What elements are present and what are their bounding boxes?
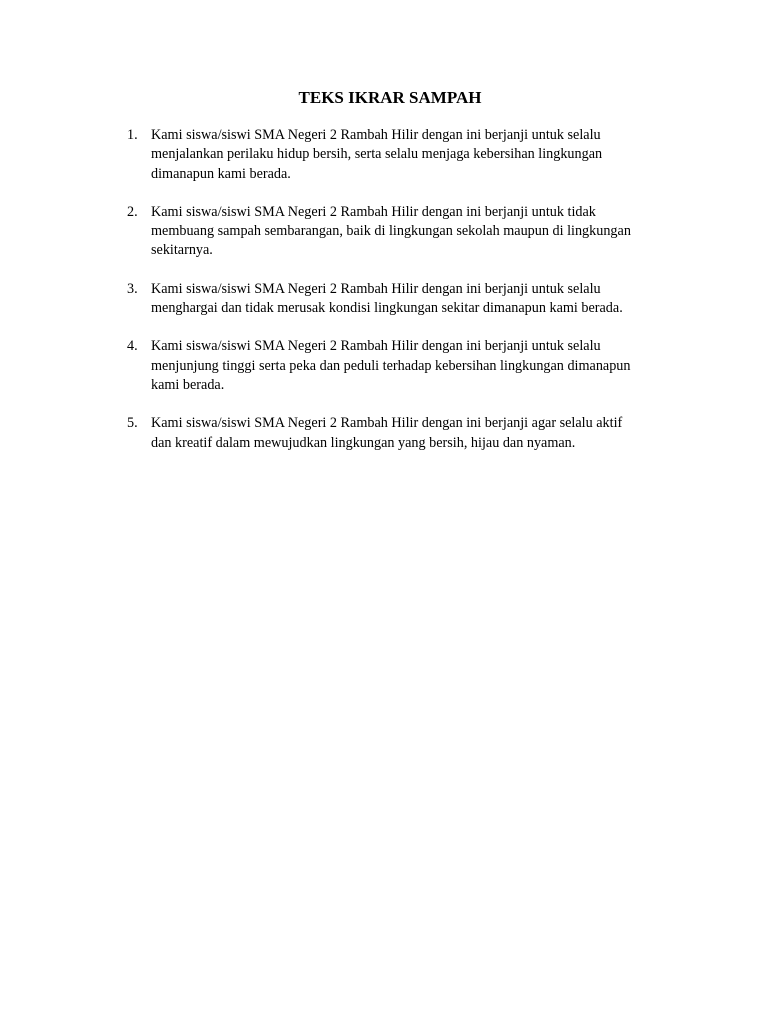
pledge-item-2 [127,203,687,261]
pledge-item-1 [127,126,687,184]
pledge-number: 5. [127,415,138,432]
pledge-line: menjalankan perilaku hidup bersih, serta selalu menjaga kebersihan lingkungan [151,146,603,163]
pledge-line: kami berada. [151,376,225,393]
pledge-line: Kami siswa/siswi SMA Negeri 2 Rambah Hilir dengan ini berjanji untuk selalu [151,338,601,355]
pledge-line: menghargai dan tidak merusak kondisi lingkungan sekitar dimanapun kami berada. [151,300,623,317]
pledge-line: Kami siswa/siswi SMA Negeri 2 Rambah Hilir dengan ini berjanji untuk selalu [151,127,601,143]
pledge-line: membuang sampah sembarangan, baik di lingkungan sekolah maupun di lingkungan [151,223,631,240]
pledge-line: Kami siswa/siswi SMA Negeri 2 Rambah Hilir dengan ini berjanji untuk selalu [151,280,601,297]
pledge-line: dimanapun kami berada. [151,165,291,182]
pledge-item-3 [127,280,687,319]
pledge-number: 4. [127,338,138,355]
pledge-line: Kami siswa/siswi SMA Negeri 2 Rambah Hilir dengan ini berjanji untuk tidak [151,203,596,220]
pledge-number: 1. [127,127,138,143]
pledge-list [127,126,687,472]
pledge-line: sekitarnya. [151,242,213,259]
pledge-number: 3. [127,280,138,297]
document-title: TEKS IKRAR SAMPAH [298,88,482,107]
pledge-number: 2. [127,203,138,220]
pledge-line: dan kreatif dalam mewujudkan lingkungan yang bersih, hijau dan nyaman. [151,434,576,451]
pledge-item-4 [127,337,687,395]
pledge-item-5 [127,414,687,453]
pledge-line: Kami siswa/siswi SMA Negeri 2 Rambah Hilir dengan ini berjanji agar selalu aktif [151,415,623,432]
pledge-line: menjunjung tinggi serta peka dan peduli terhadap kebersihan lingkungan dimanapun [151,357,631,374]
